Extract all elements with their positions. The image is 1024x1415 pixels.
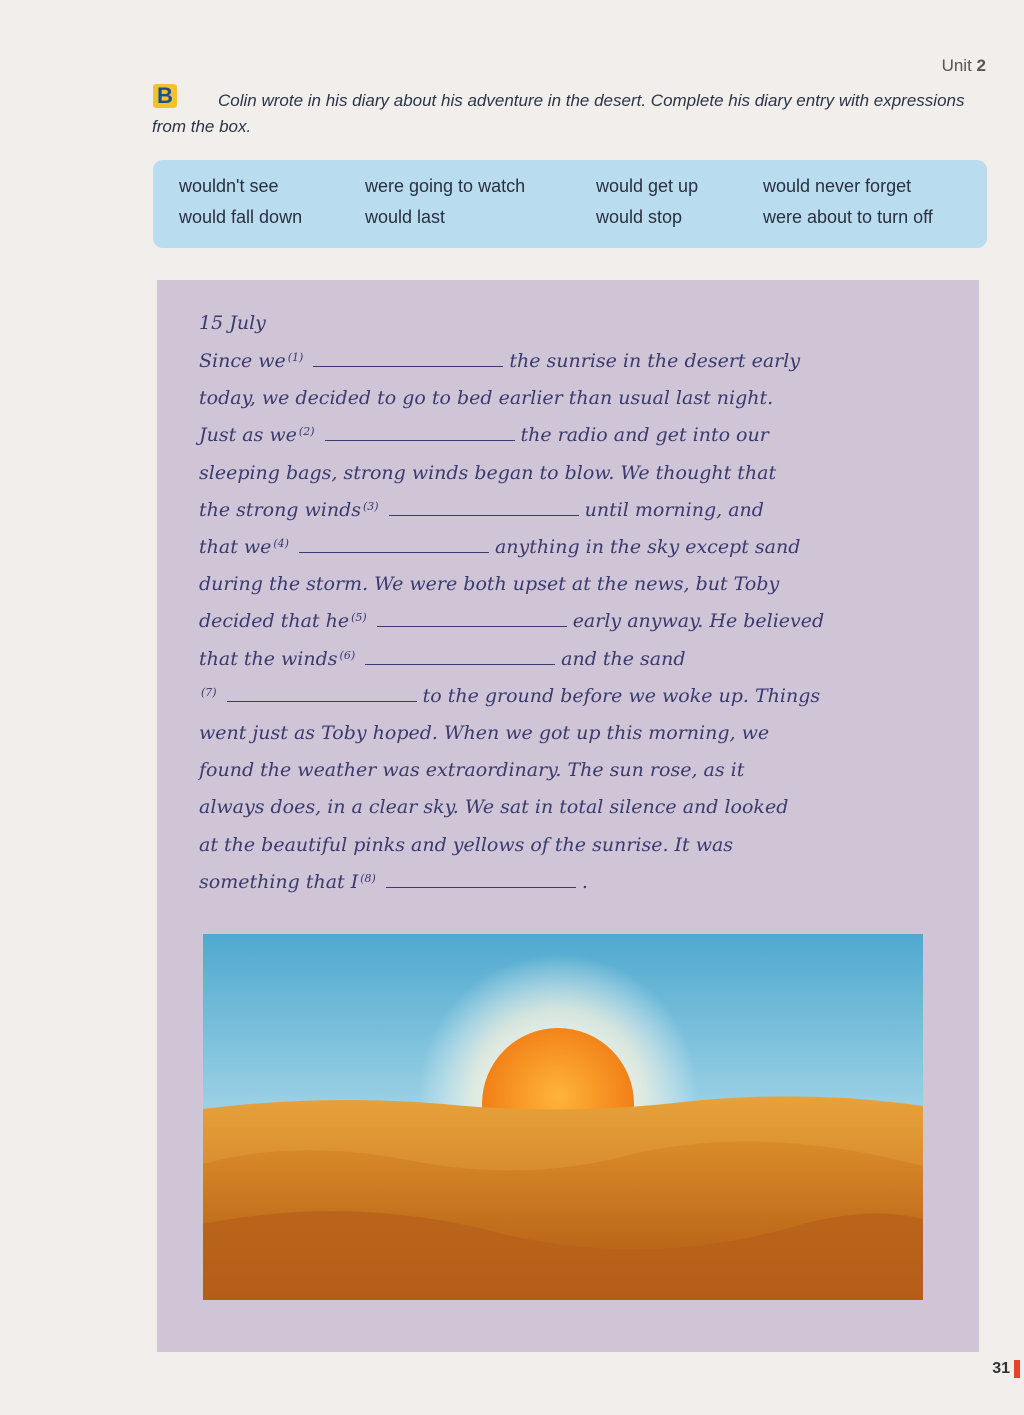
gap-number: (6) [339,648,356,662]
diary-entry [157,280,979,1352]
diary-line [199,350,800,372]
diary-line-text: early anyway. He believed [572,610,825,633]
diary-line [199,610,824,632]
page-accent-mark [1014,1360,1020,1378]
diary-line [199,387,773,409]
page-number: 31 [992,1360,1010,1377]
diary-line-text: the sunrise in the desert early [509,350,801,372]
diary-line-text: found the weather was extraordinary. The sun rose, as it [199,759,745,782]
word-option: were about to turn off [763,207,933,227]
gap-number: (7) [201,685,217,699]
word-option: would last [365,207,446,227]
diary-line-text: decided that he [199,610,350,633]
word-option: would fall down [179,207,303,227]
diary-line-text: the radio and get into our [520,424,769,447]
answer-blank[interactable] [227,687,417,702]
word-option: were going to watch [365,176,526,196]
diary-line [199,424,769,446]
diary-line [199,573,779,595]
diary-line [199,685,820,707]
diary-line-text: Just as we [199,424,297,447]
word-option: wouldn't see [179,176,279,196]
diary-line-text: sleeping bags, strong winds began to blow. We thought that [199,461,777,484]
diary-line [199,536,800,558]
diary-line-text: went just as Toby hoped. When we got up this morning, we [199,722,770,744]
word-option: would get up [596,176,699,196]
gap-number: (5) [351,611,367,625]
answer-blank[interactable] [386,873,576,888]
diary-line [199,759,744,781]
diary-line [199,648,686,670]
answer-blank[interactable] [377,612,567,627]
gap-number: (8) [360,871,376,885]
answer-blank[interactable] [389,501,579,516]
exercise-letter-badge: B [153,84,177,108]
diary-line [199,871,588,893]
diary-line [199,462,776,484]
diary-line-text: always does, in a clear sky. We sat in total silence and looked [199,796,789,819]
diary-line-text: the strong winds [199,498,361,521]
diary-line-text: at the beautiful pinks and yellows of the sunrise. It was [199,833,734,856]
diary-line [199,834,733,856]
answer-blank[interactable] [313,352,503,367]
diary-line-text: today, we decided to go to bed earlier than usual last night. [199,387,774,410]
gap-number: (1) [287,351,304,364]
diary-line-text: that the winds [199,647,338,670]
diary-line-text: something that I [199,870,359,893]
desert-sunrise-photo [203,934,923,1300]
gap-number: (3) [363,499,379,513]
diary-line [199,499,764,521]
diary-line-text: . [581,870,588,893]
diary-line-text: to the ground before we woke up. Things [422,684,821,707]
diary-line [199,796,788,818]
word-option: would never forget [763,176,912,196]
diary-date: 15 July [199,312,266,334]
diary-line [199,722,769,744]
word-option: would stop [596,207,683,227]
exercise-instruction: Colin wrote in his diary about his adventure in the desert. Complete his diary entry with expressions from the box. [152,91,965,136]
word-box [153,160,987,248]
answer-blank[interactable] [325,426,515,441]
diary-line-text: Since we [199,350,286,372]
diary-line-text: anything in the sky except sand [494,536,801,558]
diary-line-text: until morning, and [584,498,764,521]
diary-line-text: and the sand [561,647,686,670]
diary-line-text: during the storm. We were both upset at the news, but Toby [199,573,780,596]
answer-blank[interactable] [365,650,555,665]
gap-number: (2) [298,425,315,439]
unit-label: Unit 2 [941,56,986,75]
gap-number: (4) [273,537,289,550]
answer-blank[interactable] [299,538,489,553]
diary-line-text: that we [199,536,272,558]
